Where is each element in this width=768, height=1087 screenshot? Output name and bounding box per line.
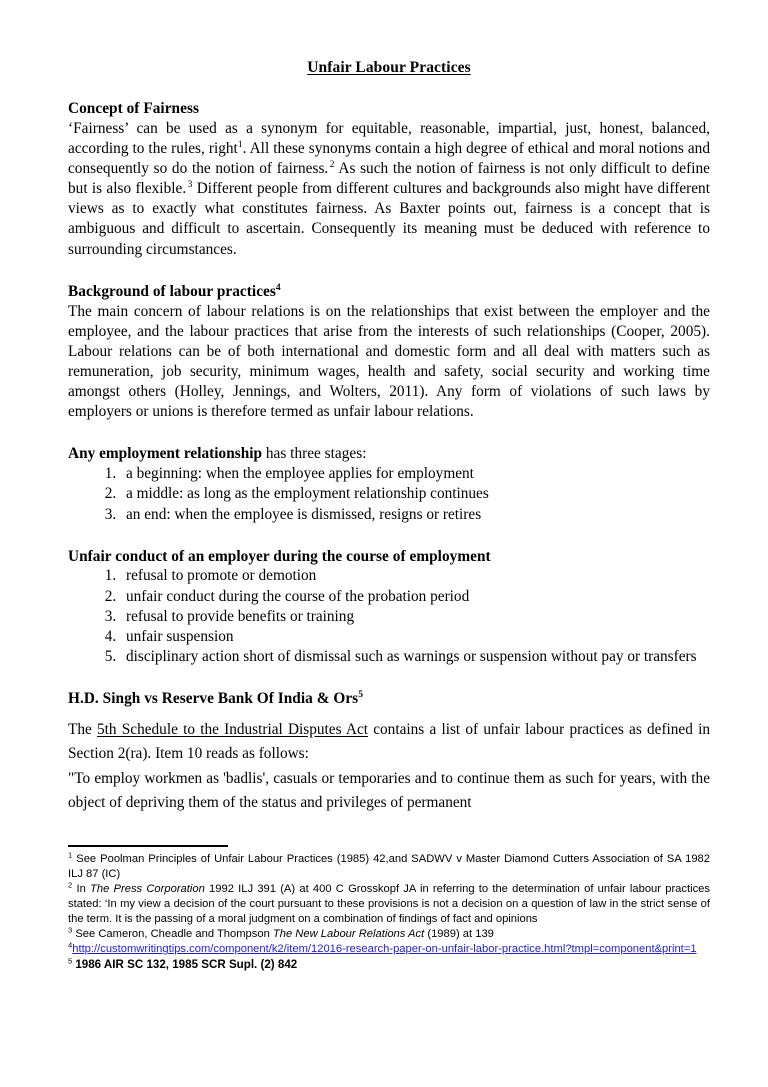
paragraph-concept-of-fairness [68, 119, 710, 260]
list-item: 1. a beginning: when the employee applies for employment [120, 464, 710, 484]
footnotes-area [68, 845, 710, 974]
heading-unfair-conduct: Unfair conduct of an employer during the course of employment [68, 547, 491, 565]
page-title [68, 0, 710, 77]
footnote-4-url-link[interactable]: http://customwritingtips.com/component/k2/item/12016-research-paper-on-unfair-labor-practice.html?tmpl=component&print=1 [72, 943, 697, 956]
employment-relationship-lead [68, 444, 710, 464]
footnote-2-suffix: 1992 ILJ 391 (A) at 400 C Grosskopf JA in referring to the determination of unfair labour practices stated: ‘In my view a decision of the court pursuant to these provisions is not a decision on a question of law in the strict sense of the term. It is the passing of a moral judgment on a combination of findings of fact and opinions [68, 883, 710, 926]
footnote-2-italic: The Press Corporation [90, 883, 205, 896]
fairness-text-d: Different people from different cultures and backgrounds also might have different views as to exactly what constitutes fairness. As Baxter points out, fairness is a concept that is ambiguous and difficult to ascertain. Consequently its meaning must be deduced with reference to surrounding circumstances. [68, 180, 710, 258]
list-item: 5. disciplinary action short of dismissal such as warnings or suspension without pay or transfers [120, 647, 710, 667]
list-item: 3. refusal to provide benefits or training [120, 607, 710, 627]
footnote-5 [68, 957, 710, 973]
footnote-3-italic: The New Labour Relations Act [272, 928, 425, 941]
list-item: 1. refusal to promote or demotion [120, 566, 710, 586]
case-intro-prefix: The [68, 720, 98, 738]
paragraph-background-labour-practices: The main concern of labour relations is on the relationships that exist between the employer and the employee, and the labour practices that arise from the interests of such relationships (Cooper, 2005). Labour relations can be of both international and domestic form and all deal with matters such as remuneration, job security, minimum wages, health and safety, social security and working time amongst others (Holley, Jennings, and Wolters, 2011). Any form of violations of such laws by employers or unions is therefore termed as unfair labour relations. [68, 302, 710, 421]
heading-background-labour-practices [68, 282, 710, 302]
footnote-ref-5[interactable]: 5 [358, 689, 363, 700]
footnote-5-marker: 5 [68, 956, 73, 966]
footnote-3-prefix: See Cameron, Cheadle and Thompson [75, 928, 273, 941]
section-unfair-conduct [68, 547, 710, 667]
case-intro-line [68, 718, 710, 767]
footnote-1-text: See Poolman Principles of Unfair Labour Practices (1985) 42,and SADWV v Master Diamond Cutters Association of SA 1982 ILJ 87 (IC) [68, 853, 710, 881]
footnote-ref-2[interactable]: 2 [329, 160, 335, 170]
unfair-conduct-list [68, 566, 710, 667]
footnote-3 [68, 927, 710, 942]
footnote-1-marker: 1 [68, 850, 73, 860]
case-intro-suffix: contains a list of unfair labour practices as defined in Section 2(ra). Item 10 reads as follows: [68, 720, 710, 763]
footnote-2-marker: 2 [68, 880, 73, 890]
footnote-separator-rule [68, 845, 228, 847]
footnote-1 [68, 852, 710, 882]
section-concept-of-fairness [68, 99, 710, 260]
section-case-hd-singh [68, 689, 710, 816]
heading-case-text: H.D. Singh vs Reserve Bank Of India & Ors [68, 690, 359, 708]
list-item: 4. unfair suspension [120, 627, 710, 647]
section-background-labour-practices [68, 282, 710, 423]
list-item: 3. an end: when the employee is dismissed, resigns or retires [120, 505, 710, 525]
footnote-ref-4[interactable]: 4 [275, 282, 281, 293]
footnote-4-marker: 4 [68, 940, 73, 950]
footnote-2-prefix: In [76, 883, 91, 896]
employment-relationship-lead-rest: has three stages: [262, 445, 367, 463]
footnote-ref-1[interactable]: 1 [237, 139, 243, 150]
employment-relationship-lead-bold: Any employment relationship [68, 445, 263, 463]
footnote-5-text: 1986 AIR SC 132, 1985 SCR Supl. (2) 842 [75, 958, 298, 972]
heading-concept-of-fairness: Concept of Fairness [68, 100, 199, 117]
fairness-text-b: . All these synonyms contain a high degree of ethical and moral notions and consequently so do the notion of fairness. [68, 139, 710, 178]
case-schedule-link[interactable]: 5th Schedule to the Industrial Disputes Act [97, 720, 369, 738]
fairness-text-c: As such the notion of fairness is not only difficult to define but is also flexible. [68, 160, 710, 198]
footnote-3-suffix: (1989) at 139 [424, 928, 494, 941]
document-content [68, 0, 710, 816]
list-item: 2. unfair conduct during the course of the probation period [120, 587, 710, 607]
case-quote: "To employ workmen as 'badlis', casuals or temporaries and to continue them as such for years, with the object of depriving them of the status and privileges of permanent [68, 769, 710, 812]
fairness-text-a: ‘Fairness’ can be used as a synonym for equitable, reasonable, impartial, just, honest, balanced, according to the rules, right [68, 119, 710, 157]
footnote-3-marker: 3 [68, 925, 73, 935]
footnote-2 [68, 882, 710, 927]
page-title-text: Unfair Labour Practices [307, 59, 471, 76]
heading-case-hd-singh [68, 689, 710, 709]
employment-relationship-list [68, 464, 710, 524]
heading-background-text: Background of labour practices [68, 282, 276, 300]
section-employment-relationship [68, 444, 710, 524]
footnote-ref-3[interactable]: 3 [187, 180, 193, 191]
list-item: 2. a middle: as long as the employment relationship continues [120, 484, 710, 504]
footnote-4 [68, 942, 710, 957]
